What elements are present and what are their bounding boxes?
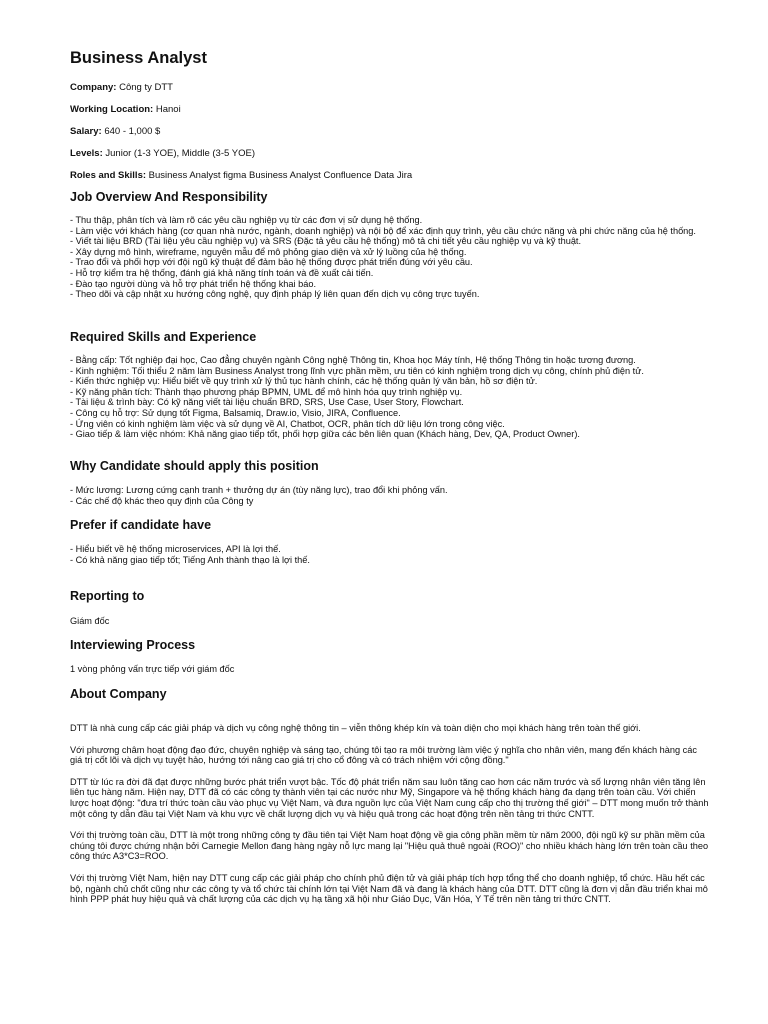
list-item: - Công cụ hỗ trợ: Sử dụng tốt Figma, Balsamiq, Draw.io, Visio, JIRA, Confluence. — [70, 407, 401, 418]
list-item: - Trao đổi và phối hợp với đội ngũ kỹ thuật để đảm bảo hệ thống được phát triển đúng với yêu cầu. — [70, 257, 473, 268]
list-item: - Hỗ trợ kiểm tra hệ thống, đánh giá khả năng tính toán và đề xuất cải tiến. — [70, 267, 374, 278]
section-heading: Job Overview And Responsibility — [70, 190, 268, 204]
list-item: - Viết tài liệu BRD (Tài liệu yêu cầu nghiệp vụ) và SRS (Đặc tả yêu cầu hệ thống) mô tả chi tiết yêu cầu nghiệp vụ và kỹ thuật. — [70, 236, 582, 247]
section-job-overview — [70, 189, 710, 300]
list-item: - Bằng cấp: Tốt nghiệp đại học, Cao đẳng chuyên ngành Công nghệ Thông tin, Khoa học Máy tính, Hệ thống Thông tin hoặc tương đương. — [70, 355, 636, 365]
list-item: - Làm việc với khách hàng (cơ quan nhà nước, ngành, doanh nghiệp) và nội bộ để xác định quy trình, yêu cầu chức năng và phi chức năng của hệ thống. — [70, 225, 696, 236]
list-item: - Hiểu biết về hệ thống microservices, API là lợi thế. — [70, 544, 281, 554]
meta-value: Junior (1-3 YOE), Middle (3-5 YOE) — [105, 148, 255, 159]
meta-value: Hanoi — [155, 104, 181, 115]
about-paragraph: Với thị trường Việt Nam, hiện nay DTT cung cấp các giải pháp cho chính phủ điện tử và giải pháp tích hợp tổng thể cho doanh nghiệp, tổ chức. Hầu hết các bộ, ngành chủ chốt cũng như các công ty và tổ chức tài chính lớn tại Việt Nam đã và đang là khách hàng của DTT. DTT cũng là đơn vị dẫn đầu triển khai mô hình PPP phát huy hiệu quả và chất lượng của các dịch vụ hạ tầng xã hội như Giáo Dục, Văn Hóa, Y Tế trên nền tảng tri thức CNTT. — [70, 872, 708, 905]
section-prefer — [70, 517, 710, 565]
meta-block — [70, 82, 710, 182]
required-skills-list — [70, 355, 710, 440]
meta-location — [70, 104, 710, 116]
reporting-text: Giám đốc — [70, 616, 110, 626]
section-why-apply — [70, 458, 710, 506]
meta-company — [70, 82, 710, 94]
meta-label: Company: — [70, 82, 117, 93]
meta-label: Salary: — [70, 126, 102, 137]
list-item: - Các chế độ khác theo quy định của Công ty — [70, 495, 254, 506]
meta-roles-skills — [70, 170, 710, 182]
list-item: - Kinh nghiệm: Tối thiểu 2 năm làm Business Analyst trong lĩnh vực phần mềm, ưu tiên có kinh nghiệm trong dịch vụ công, chính phủ điện tử. — [70, 365, 644, 376]
list-item: - Ứng viên có kinh nghiệm làm việc và sử dụng về AI, Chatbot, OCR, phân tích dữ liệu lớn trong công việc. — [70, 418, 505, 429]
section-heading: Required Skills and Experience — [70, 330, 257, 344]
meta-levels — [70, 148, 710, 160]
why-apply-list — [70, 485, 710, 506]
list-item: - Giao tiếp & làm việc nhóm: Khả năng giao tiếp tốt, phối hợp giữa các bên liên quan (Khách hàng, Dev, QA, Product Owner). — [70, 429, 580, 440]
list-item: - Mức lương: Lương cứng cạnh tranh + thưởng dự án (tùy năng lực), trao đổi khi phỏng vấn. — [70, 485, 448, 495]
meta-value: Công ty DTT — [119, 82, 173, 93]
about-paragraph: Với phương châm hoạt động đạo đức, chuyên nghiệp và sáng tạo, chúng tôi tạo ra môi trường làm việc ý nghĩa cho nhân viên, mang đến khách hàng các giá trị cốt lõi và dịch vụ tuyệt hảo, hướng tới nâng cao giá trị cho cổ đông và có trách nhiệm với cộng đồng." — [70, 744, 697, 766]
meta-value: 640 - 1,000 $ — [104, 126, 161, 137]
interviewing-text: 1 vòng phỏng vấn trực tiếp với giám đốc — [70, 664, 235, 674]
about-paragraph: Với thị trường toàn cầu, DTT là một trong những công ty đầu tiên tại Việt Nam hoạt động về gia công phần mềm từ năm 2000, đội ngũ kỹ sư phần mềm của chúng tôi được chứng nhận bởi Carnegie Mellon đang hàng ngày nỗ lực mang lại "Hiệu quả thuê ngoài (ROO)" cho nhiều khách hàng lớn trên toàn cầu theo công thức A3*C3=ROO. — [70, 830, 709, 862]
about-paragraph: DTT từ lúc ra đời đã đạt được những bước phát triển vượt bậc. Tốc độ phát triển năm sau luôn tăng cao hơn các năm trước và số lượng nhân viên tăng lên liên tục hàng năm. Hiện nay, DTT đã có các công ty thành viên tại các nước như Mỹ, Singapore và hệ thống khách hàng đa dạng trên toàn cầu. Với chiến lược hoạt động: "đưa trí thức toàn cầu vào phục vụ Việt Nam, và đưa nguồn lực của Việt Nam cung cấp cho thị trường thế giới" – DTT mong muốn trở thành một công ty dẫn đầu tại Việt Nam và khu vực về chất lượng dịch vụ và hiệu quả trong các hoạt động trên nền tảng tri thức CNTT. — [70, 776, 709, 819]
section-heading: Why Candidate should apply this position — [70, 459, 319, 473]
page-title: Business Analyst — [70, 49, 207, 67]
list-item: - Kiến thức nghiệp vụ: Hiểu biết về quy trình xử lý thủ tục hành chính, các hệ thống quản lý văn bản, hồ sơ điện tử. — [70, 376, 538, 387]
list-item: - Tài liệu & trình bày: Có kỹ năng viết tài liệu chuẩn BRD, SRS, Use Case, User Story, Flowchart. — [70, 397, 464, 408]
meta-label: Levels: — [70, 148, 103, 159]
section-about-company — [70, 686, 710, 905]
job-overview-list — [70, 215, 710, 300]
list-item: - Có khả năng giao tiếp tốt; Tiếng Anh thành thạo là lợi thế. — [70, 554, 310, 565]
list-item: - Theo dõi và cập nhật xu hướng công nghệ, quy định pháp lý liên quan đến dịch vụ công trực tuyến. — [70, 289, 480, 300]
section-interviewing — [70, 637, 710, 675]
meta-salary — [70, 126, 710, 138]
list-item: - Xây dựng mô hình, wireframe, nguyên mẫu để mô phỏng giao diện và xử lý luồng của hệ thống. — [70, 246, 467, 257]
prefer-list — [70, 544, 710, 565]
section-heading: Interviewing Process — [70, 638, 196, 652]
section-reporting — [70, 588, 710, 627]
about-paragraph: DTT là nhà cung cấp các giải pháp và dịch vụ công nghệ thông tin – viễn thông khép kín và toàn diện cho mọi khách hàng trên toàn thế giới. — [70, 723, 641, 733]
list-item: - Thu thập, phân tích và làm rõ các yêu cầu nghiệp vụ từ các đơn vị sử dụng hệ thống. — [70, 215, 423, 225]
meta-value: Business Analyst figma Business Analyst Confluence Data Jira — [148, 170, 413, 181]
section-heading: About Company — [70, 687, 167, 701]
section-required-skills — [70, 329, 710, 440]
section-heading: Reporting to — [70, 589, 145, 603]
list-item: - Kỹ năng phân tích: Thành thạo phương pháp BPMN, UML để mô hình hóa quy trình nghiệp vụ. — [70, 386, 463, 397]
meta-label: Working Location: — [70, 104, 154, 115]
list-item: - Đào tạo người dùng và hỗ trợ phát triển hệ thống khai báo. — [70, 278, 317, 289]
meta-label: Roles and Skills: — [70, 170, 147, 181]
section-heading: Prefer if candidate have — [70, 518, 212, 532]
